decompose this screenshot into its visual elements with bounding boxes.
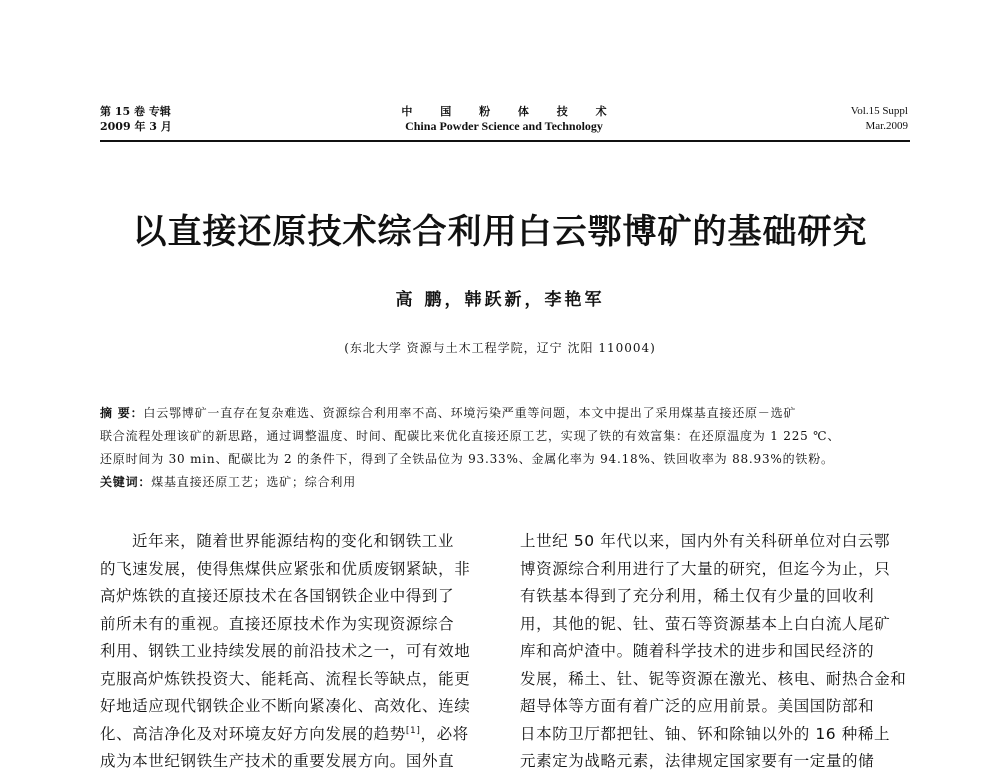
keywords xyxy=(100,471,912,494)
body-line: 超导体等方面有着广泛的应用前景。美国国防部和 xyxy=(520,697,875,715)
paper-title: 以直接还原技术综合利用白云鄂博矿的基础研究 xyxy=(132,212,868,252)
body-line: 克服高炉炼铁投资大、能耗高、流程长等缺点，能更 xyxy=(100,669,471,688)
issue-date-en: Mar.2009 xyxy=(865,120,908,132)
body-column-right xyxy=(520,528,920,776)
authors: 高 鹏，韩跃新，李艳军 xyxy=(395,290,605,310)
body-line: 用，其他的铌、钍、萤石等资源基本上白白流人尾矿 xyxy=(520,614,891,633)
volume-label-en: Vol.15 Suppl xyxy=(850,105,908,117)
body-line: 上世纪 50 年代以来，国内外有关科研单位对白云鄂 xyxy=(520,532,891,550)
issue-date: 2009 年 3 月 xyxy=(100,120,172,133)
body-column-left xyxy=(100,528,500,776)
body-line: 好地适应现代钢铁企业不断向紧凑化、高效化、连续 xyxy=(100,697,471,715)
body-line xyxy=(100,721,500,749)
body-line-tail: ，必将 xyxy=(420,724,469,743)
body-line: 有铁基本得到了充分利用，稀土仅有少量的回收利 xyxy=(520,587,875,605)
running-header xyxy=(100,104,908,144)
journal-name-en: China Powder Science and Technology xyxy=(405,119,603,133)
body-line: 成为本世纪钢铁生产技术的重要发展方向。国外直 xyxy=(100,752,455,770)
volume-issue-en xyxy=(851,104,908,134)
abstract-line-2: 联合流程处理该矿的新思路，通过调整温度、时间、配碳比来优化直接还原工艺，实现了铁的有效富集：在还原温度为 1 225 ℃、 xyxy=(100,429,841,443)
affiliation: (东北大学 资源与土木工程学院，辽宁 沈阳 110004) xyxy=(344,341,656,355)
abstract-label: 摘 要： xyxy=(100,406,144,420)
keywords-label: 关键词： xyxy=(100,475,152,489)
body-line: 库和高炉渣中。随着科学技术的进步和国民经济的 xyxy=(520,642,875,660)
abstract-line-3: 还原时间为 30 min、配碳比为 2 的条件下，得到了全铁品位为 93.33%、金属化率为 94.18%、铁回收率为 88.93%的铁粉。 xyxy=(100,452,834,466)
body-line: 近年来，随着世界能源结构的变化和钢铁工业 xyxy=(132,532,455,550)
body-line-text: 化、高洁净化及对环境友好方向发展的趋势 xyxy=(100,724,406,743)
citation-link[interactable]: [1] xyxy=(405,725,421,736)
body-line: 前所未有的重视。直接还原技术作为实现资源综合 xyxy=(100,614,455,633)
keywords-text: 煤基直接还原工艺；选矿；综合利用 xyxy=(151,475,357,489)
abstract-line-1 xyxy=(100,402,912,425)
body-line: 的飞速发展，使得焦煤供应紧张和优质废钢紧缺，非 xyxy=(100,559,471,578)
body-line: 博资源综合利用进行了大量的研究，但迄今为止，只 xyxy=(520,559,891,578)
journal-name-cn: 中 国 粉 体 技 术 xyxy=(401,105,619,118)
body-line: 利用、钢铁工业持续发展的前沿技术之一，可有效地 xyxy=(100,642,471,660)
journal-name xyxy=(100,104,908,134)
header-rule xyxy=(100,140,910,142)
body-line: 日本防卫厅都把钍、铀、钚和除铀以外的 16 种稀上 xyxy=(520,724,891,743)
abstract xyxy=(100,402,912,494)
body-line: 元素定为战略元素，法律规定国家要有一定量的储 xyxy=(520,752,875,770)
body-line: 发展，稀土、钍、铌等资源在激光、核电、耐热合金和 xyxy=(520,669,907,688)
volume-label: 第 15 卷 专辑 xyxy=(100,105,171,118)
abstract-text: 白云鄂博矿一直存在复杂难选、资源综合利用率不高、环境污染严重等问题，本文中提出了采用煤基直接还原－选矿 xyxy=(143,406,797,420)
body-line: 高炉炼铁的直接还原技术在各国钢铁企业中得到了 xyxy=(100,587,455,605)
